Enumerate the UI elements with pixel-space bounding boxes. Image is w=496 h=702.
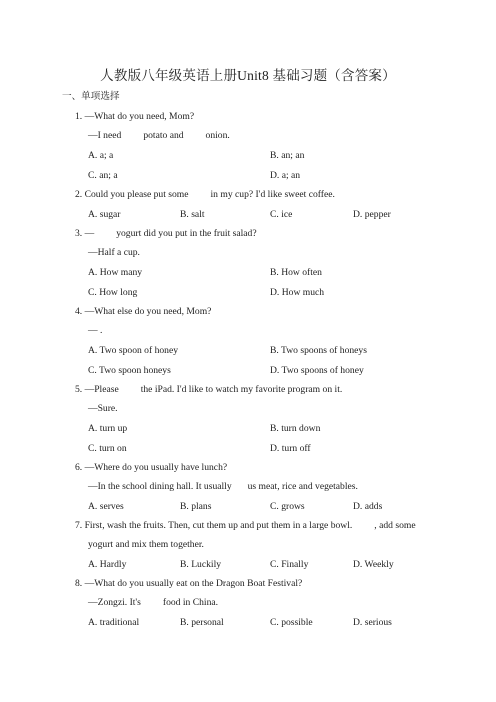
question-3-option-c: C. How long (88, 287, 138, 298)
section-heading: 一、单项选择 (62, 91, 120, 102)
question-5-option-b: B. turn down (270, 423, 321, 434)
question-3-answer-line: —Half a cup. (88, 247, 140, 258)
question-8-answer-line (88, 597, 218, 609)
question-3-part-a: 3. — (75, 228, 95, 239)
question-5-option-c: C. turn on (88, 443, 127, 454)
question-6-stem: 6. —Where do you usually have lunch? (75, 462, 228, 473)
question-5-option-a: A. turn up (88, 423, 128, 434)
question-3-option-d: D. How much (270, 287, 325, 298)
question-6-option-c: C. grows (270, 501, 305, 512)
question-5-part-a: 5. —Please (75, 384, 119, 395)
question-3-part-b: yogurt did you put in the fruit salad? (116, 228, 257, 239)
question-7-option-d: D. Weekly (353, 559, 394, 570)
question-7-option-b: B. Luckily (180, 559, 222, 570)
question-6-option-d: D. adds (353, 501, 383, 512)
question-1-answer-line (88, 130, 230, 142)
question-1-part-a: —I need (88, 130, 122, 141)
question-2-option-c: C. ice (270, 209, 293, 220)
question-4-option-b: B. Two spoons of honeys (270, 345, 367, 356)
question-2-option-a: A. sugar (88, 209, 121, 220)
question-8-stem: 8. —What do you usually eat on the Dragon Boat Festival? (75, 578, 303, 589)
question-2-stem (75, 189, 335, 201)
question-6-option-a: A. serves (88, 501, 124, 512)
question-2-option-d: D. pepper (353, 209, 391, 220)
question-8-part-b: food in China. (162, 597, 219, 608)
question-7-part-a: 7. First, wash the fruits. Then, cut them up and put them in a large bowl. (75, 520, 353, 531)
question-6-part-a: —In the school dining hall. It usually (88, 481, 232, 492)
question-3-option-a: A. How many (88, 267, 143, 278)
question-1-option-a: A. a; a (88, 150, 114, 161)
question-3-stem (75, 228, 257, 240)
question-5-option-d: D. turn off (270, 443, 311, 454)
question-1-stem: 1. —What do you need, Mom? (75, 111, 195, 122)
question-4-answer-line: — . (88, 325, 103, 336)
question-1-part-c: onion. (205, 130, 230, 141)
question-5-part-b: the iPad. I'd like to watch my favorite program on it. (140, 384, 343, 395)
question-2-part-a: 2. Could you please put some (75, 189, 189, 200)
question-8-option-d: D. serious (353, 617, 392, 628)
question-7-option-c: C. Finally (270, 559, 309, 570)
question-4-option-d: D. Two spoons of honey (270, 365, 364, 376)
question-4-stem: 4. —What else do you need, Mom? (75, 306, 212, 317)
question-8-option-c: C. possible (270, 617, 313, 628)
question-5-stem (75, 384, 342, 396)
question-7-part-b: , add some (374, 520, 416, 531)
question-1-option-d: D. a; an (270, 170, 301, 181)
question-6-answer-line (88, 481, 358, 493)
question-4-option-c: C. Two spoon honeys (88, 365, 171, 376)
question-1-option-c: C. an; a (88, 170, 118, 181)
question-8-option-a: A. traditional (88, 617, 140, 628)
question-3-option-b: B. How often (270, 267, 322, 278)
question-6-part-b: us meat, rice and vegetables. (247, 481, 358, 492)
question-5-answer-line: —Sure. (88, 403, 118, 414)
question-2-part-b: in my cup? I'd like sweet coffee. (210, 189, 335, 200)
document-title: 人教版八年级英语上册Unit8 基础习题（含答案） (100, 68, 396, 83)
question-1-part-b: potato and (143, 130, 184, 141)
question-7-option-a: A. Hardly (88, 559, 127, 570)
question-2-option-b: B. salt (180, 209, 205, 220)
question-1-option-b: B. an; an (270, 150, 305, 161)
question-8-option-b: B. personal (180, 617, 224, 628)
question-4-option-a: A. Two spoon of honey (88, 345, 179, 356)
question-7-stem (75, 520, 416, 532)
question-7-continuation: yogurt and mix them together. (88, 539, 204, 550)
question-8-part-a: —Zongzi. It's (88, 597, 141, 608)
question-6-option-b: B. plans (180, 501, 212, 512)
